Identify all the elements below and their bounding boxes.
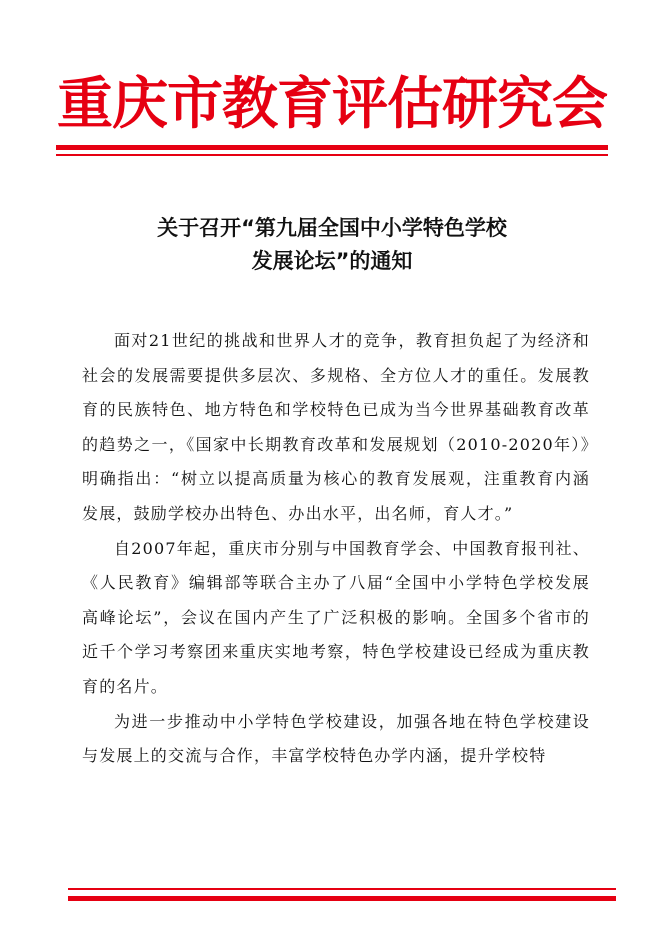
footer-rule-thick	[68, 896, 616, 901]
document-title-line-1: 关于召开“第九届全国中小学特色学校	[157, 216, 507, 240]
organization-header: 重庆市教育评估研究会	[57, 71, 607, 137]
document-body	[82, 324, 590, 774]
header-rule-thin	[56, 154, 608, 156]
header-rule-thick	[56, 145, 608, 150]
footer-rule-thin	[68, 888, 616, 890]
body-paragraph: 为进一步推动中小学特色学校建设，加强各地在特色学校建设与发展上的交流与合作，丰富学校特色办学内涵，提升学校特	[82, 711, 590, 766]
document-title-line-2: 发展论坛”的通知	[251, 249, 413, 273]
document-title	[56, 212, 608, 278]
body-paragraph: 面对21世纪的挑战和世界人才的竞争，教育担负起了为经济和社会的发展需要提供多层次、多规格、全方位人才的重任。发展教育的民族特色、地方特色和学校特色已成为当今世界基础教育改革的趋势之一，《国家中长期教育改革和发展规划（2010-2020年）》明确指出：“树立以提高质量为核心的教育发展观，注重教育内涵发展，鼓励学校办出特色、办出水平，出名师，育人才。”	[82, 331, 590, 523]
body-paragraph: 自2007年起，重庆市分别与中国教育学会、中国教育报刊社、《人民教育》编辑部等联合主办了八届“全国中小学特色学校发展高峰论坛”，会议在国内产生了广泛积极的影响。全国多个省市的近千个学习考察团来重庆实地考察，特色学校建设已经成为重庆教育的名片。	[82, 538, 590, 696]
